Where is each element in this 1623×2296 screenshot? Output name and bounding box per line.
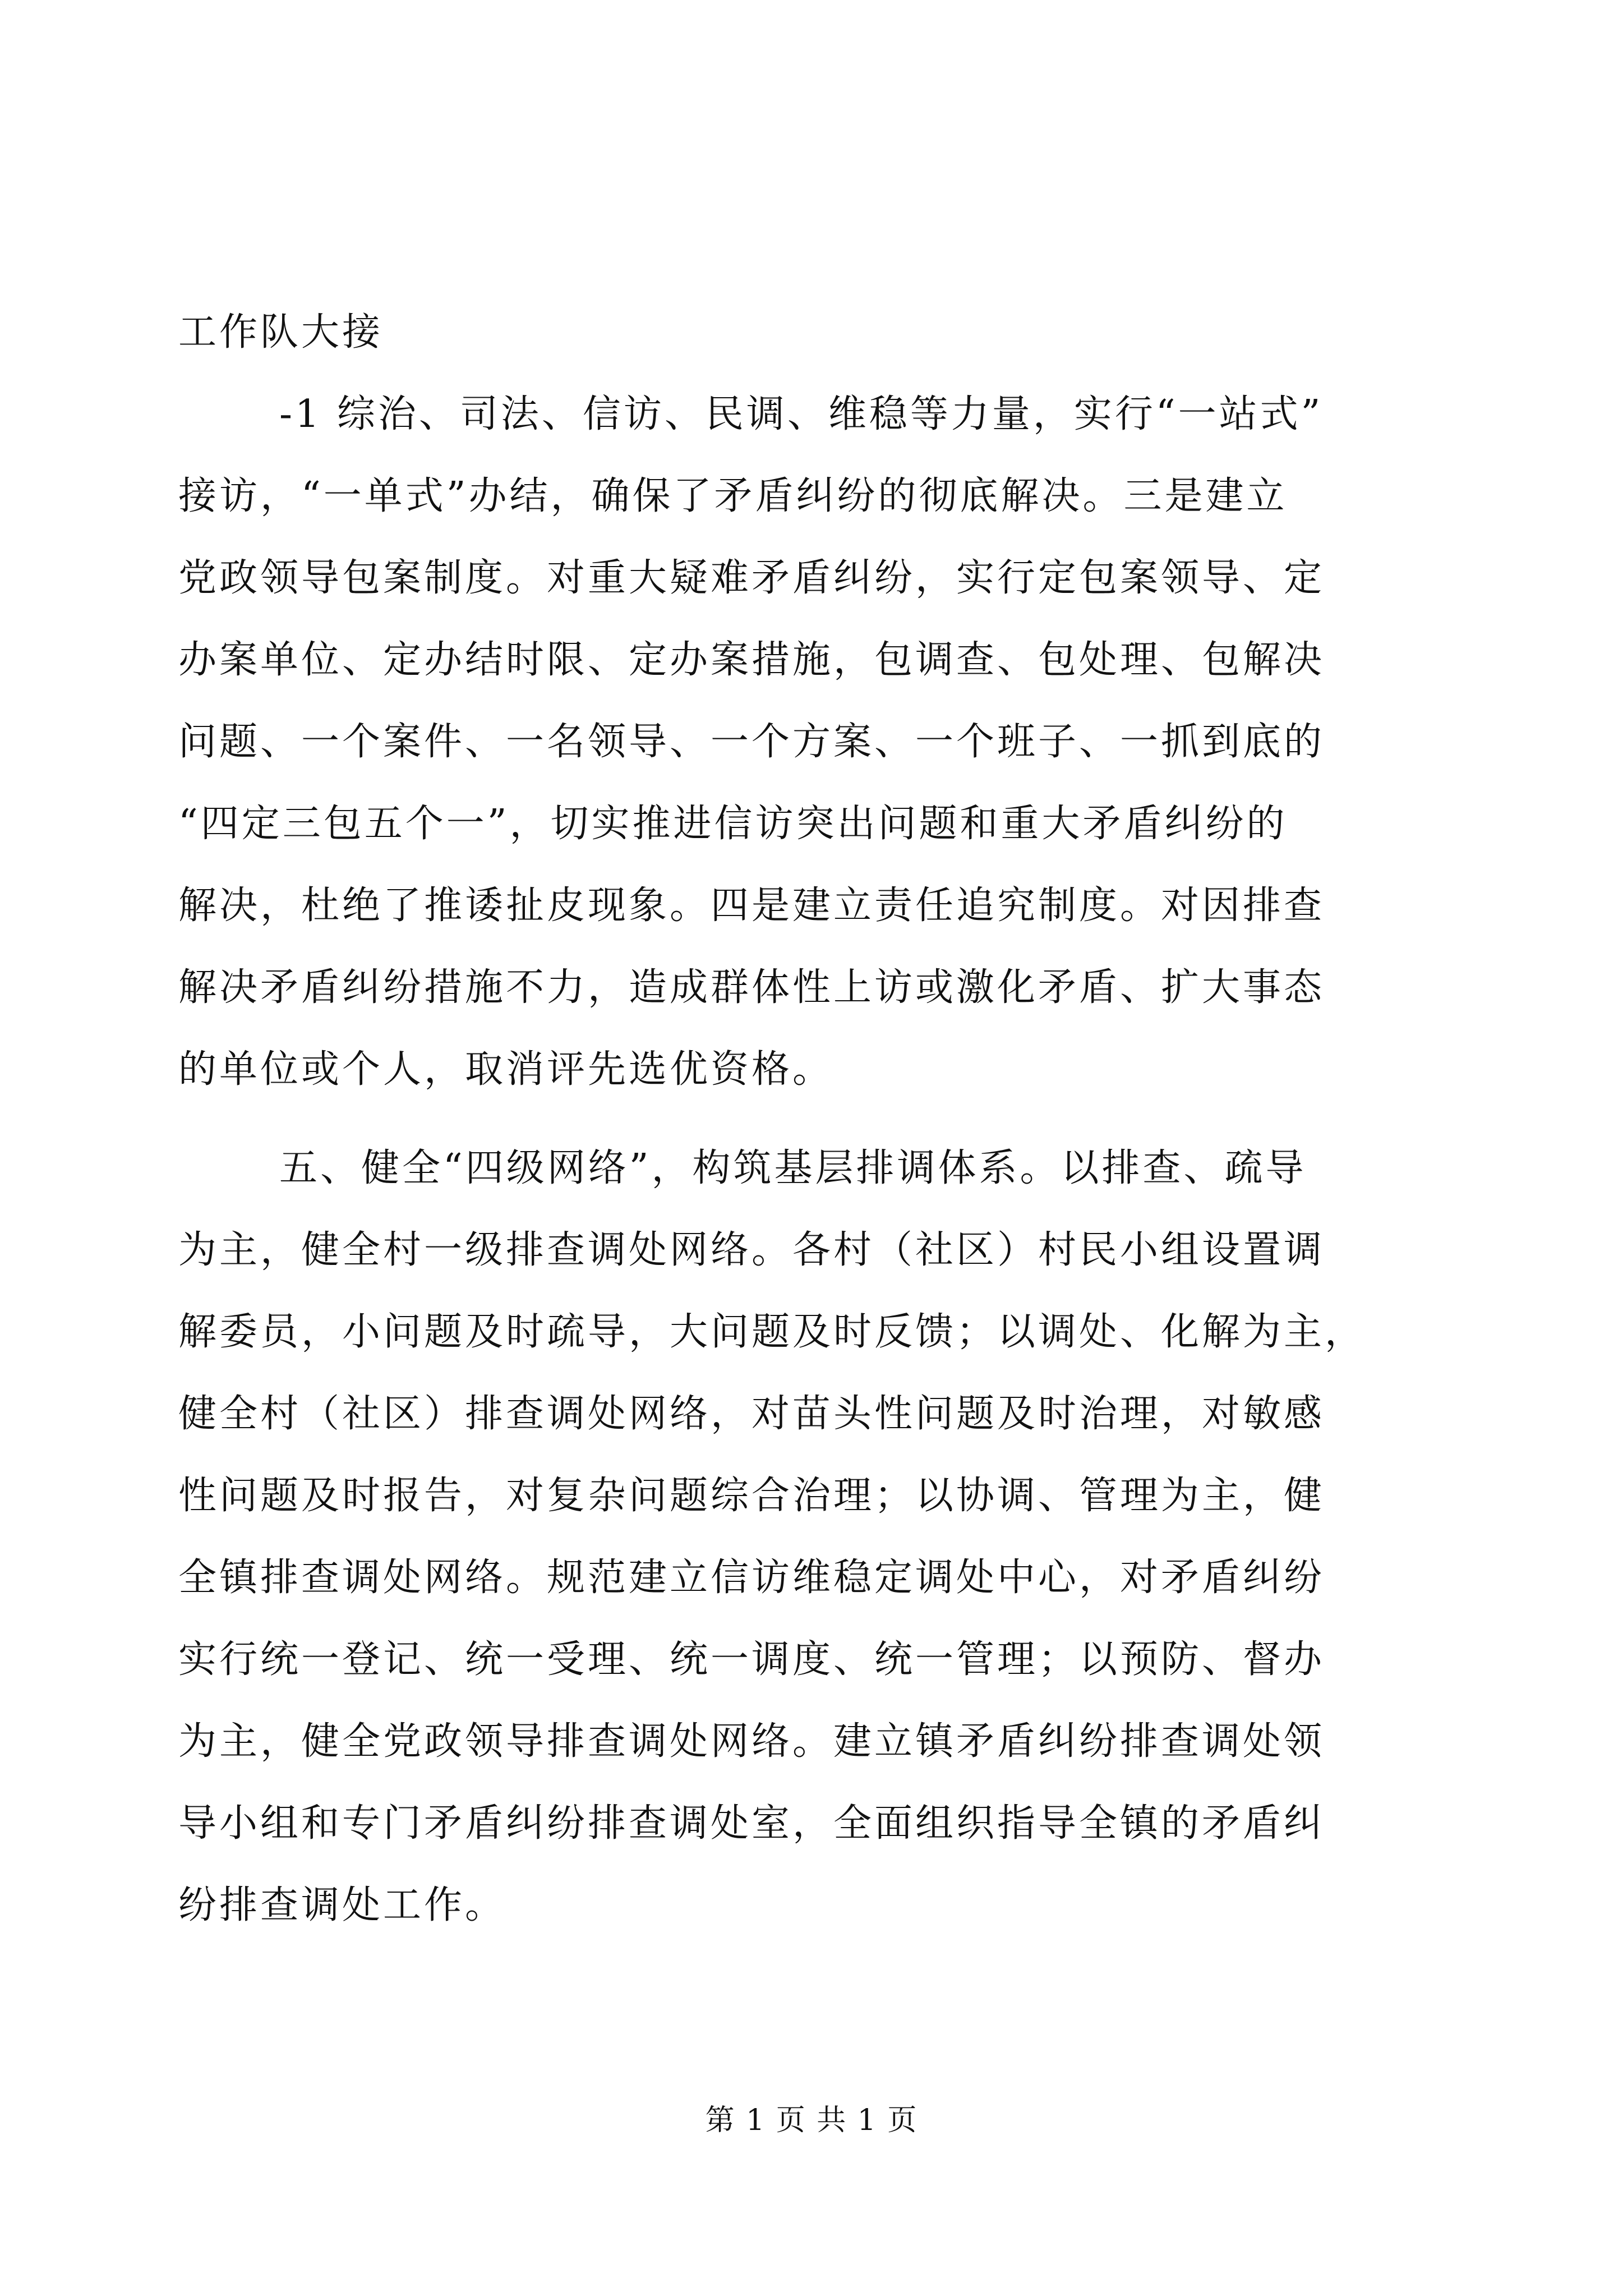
text-line: 党政领导包案制度。对重大疑难矛盾纠纷，实行定包案领导、定	[178, 556, 1325, 600]
text-line: 问题、一个案件、一名领导、一个方案、一个班子、一抓到底的	[178, 720, 1325, 764]
text-line: 性问题及时报告，对复杂问题综合治理；以协调、管理为主，健	[178, 1474, 1325, 1518]
text-line: “四定三包五个一”，切实推进信访突出问题和重大矛盾纠纷的	[178, 802, 1288, 846]
text-line: 为主，健全党政领导排查调处网络。建立镇矛盾纠纷排查调处领	[178, 1719, 1325, 1764]
text-line: 实行统一登记、统一受理、统一调度、统一管理；以预防、督办	[178, 1637, 1325, 1682]
text-line: 全镇排查调处网络。规范建立信访维稳定调处中心，对矛盾纠纷	[178, 1556, 1325, 1600]
text-line: -1 综治、司法、信访、民调、维稳等力量，实行“一站式”	[279, 392, 1324, 436]
text-line: 五、健全“四级网络”，构筑基层排调体系。以排查、疏导	[279, 1146, 1307, 1190]
text-line: 办案单位、定办结时限、定办案措施，包调查、包处理、包解决	[178, 638, 1325, 682]
page-footer: 第 1 页 共 1 页	[705, 2104, 918, 2137]
text-line: 的单位或个人，取消评先选优资格。	[178, 1047, 834, 1092]
text-line: 解决矛盾纠纷措施不力，造成群体性上访或激化矛盾、扩大事态	[178, 965, 1325, 1010]
text-line: 解决，杜绝了推诿扯皮现象。四是建立责任追究制度。对因排查	[178, 884, 1325, 928]
text-line: 纷排查调处工作。	[178, 1883, 506, 1927]
text-line: 接访，“一单式”办结，确保了矛盾纠纷的彻底解决。三是建立	[178, 474, 1288, 518]
text-line: 解委员，小问题及时疏导，大问题及时反馈；以调处、化解为主，	[178, 1310, 1366, 1354]
paragraph-1	[178, 374, 1429, 1111]
document-body	[178, 292, 1429, 1947]
paragraph-2	[178, 1128, 1429, 1947]
heading-line: 工作队大接	[178, 310, 384, 355]
text-line: 导小组和专门矛盾纠纷排查调处室，全面组织指导全镇的矛盾纠	[178, 1801, 1325, 1846]
text-line: 为主，健全村一级排查调处网络。各村（社区）村民小组设置调	[178, 1228, 1325, 1272]
text-line: 健全村（社区）排查调处网络，对苗头性问题及时治理，对敏感	[178, 1392, 1325, 1436]
